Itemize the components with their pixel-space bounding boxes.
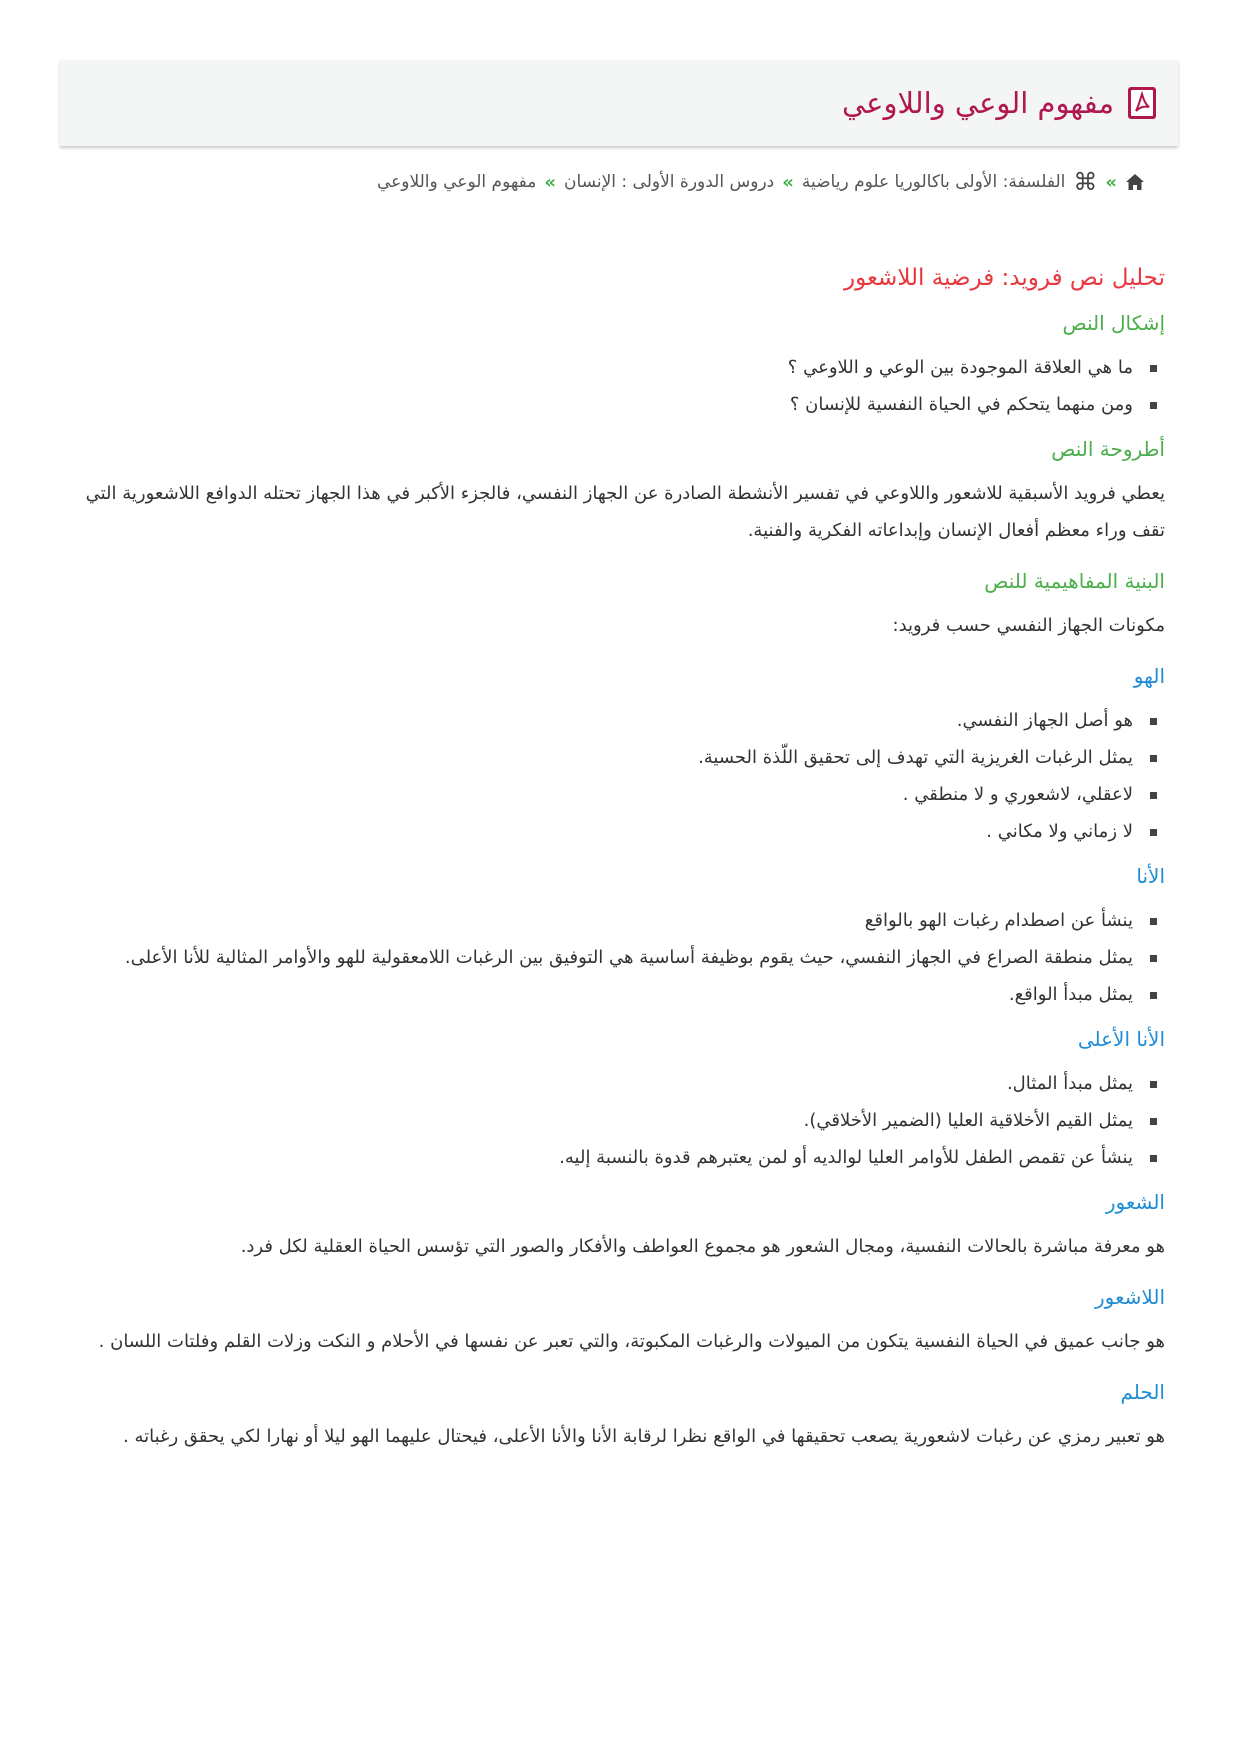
unconscious-heading: اللاشعور [1095,1285,1165,1309]
structure-intro: مكونات الجهاز النفسي حسب فرويد: [892,615,1165,636]
id-list [76,702,1165,850]
list-item: ما هي العلاقة الموجودة بين الوعي و اللاوعي ؟ [76,349,1165,386]
breadcrumb-item-subject[interactable]: الفلسفة: الأولى باكالوريا علوم رياضية [801,172,1066,192]
problem-list [76,349,1165,423]
list-item: يمثل الرغبات الغريزية التي تهدف إلى تحقيق اللّذة الحسية. [76,739,1165,776]
list-item: يمثل مبدأ الواقع. [76,976,1165,1013]
conscious-heading: الشعور [1105,1190,1165,1214]
list-item: لا زماني ولا مكاني . [76,813,1165,850]
list-item: يمثل القيم الأخلاقية العليا (الضمير الأخلاقي). [76,1102,1165,1139]
article-heading: تحليل نص فرويد: فرضية اللاشعور [843,265,1165,291]
conscious-text: هو معرفة مباشرة بالحالات النفسية، ومجال الشعور هو مجموع العواطف والأفكار والصور التي تؤسس الحياة العقلية لكل فرد. [240,1236,1165,1257]
list-item: لاعقلي، لاشعوري و لا منطقي . [76,776,1165,813]
unconscious-text: هو جانب عميق في الحياة النفسية يتكون من الميولات والرغبات المكبوتة، والتي تعبر عن نفسها في الأحلام و النكت وزلات القلم وفلتات اللسان . [98,1331,1165,1352]
superego-list [76,1065,1165,1176]
page-title: مفهوم الوعي واللاوعي [842,85,1114,120]
superego-heading: الأنا الأعلى [1077,1027,1165,1051]
breadcrumb-item-current: مفهوم الوعي واللاوعي [376,172,537,192]
breadcrumb-separator: » [544,171,557,193]
id-heading: الهو [1133,664,1165,688]
ego-list [76,902,1165,1013]
home-icon[interactable] [1125,173,1145,191]
list-item: هو أصل الجهاز النفسي. [76,702,1165,739]
list-item: ينشأ عن تقمص الطفل للأوامر العليا لوالديه أو لمن يعتبرهم قدوة بالنسبة إليه. [76,1139,1165,1176]
thesis-heading: أطروحة النص [1051,437,1165,461]
thesis-text: يعطي فرويد الأسبقية للاشعور واللاوعي في تفسير الأنشطة الصادرة عن الجهاز النفسي، فالجزء الأكبر في هذا الجهاز تحتله الدوافع اللاشعورية التي تقف وراء معظم أفعال الإنسان وإبداعاته الفكرية والفنية. [85,483,1165,541]
list-item: ومن منهما يتحكم في الحياة النفسية للإنسان ؟ [76,386,1165,423]
dream-heading: الحلم [1120,1380,1165,1404]
ego-heading: الأنا [1136,864,1165,888]
command-icon: ⌘ [1073,168,1098,196]
breadcrumb-item-lessons[interactable]: دروس الدورة الأولى : الإنسان [564,172,775,192]
list-item: ينشأ عن اصطدام رغبات الهو بالواقع [76,902,1165,939]
article-content [76,265,1165,1475]
problem-heading: إشكال النص [1062,311,1165,335]
list-item: يمثل منطقة الصراع في الجهاز النفسي، حيث يقوم بوظيفة أساسية هي التوفيق بين الرغبات اللامعقولية للهو والأوامر المثالية للأنا الأعلى. [76,939,1165,976]
title-bar [60,60,1178,146]
structure-heading: البنية المفاهيمية للنص [984,569,1165,593]
list-item: يمثل مبدأ المثال. [76,1065,1165,1102]
pdf-icon [1128,87,1156,119]
dream-text: هو تعبير رمزي عن رغبات لاشعورية يصعب تحقيقها في الواقع نظرا لرقابة الأنا والأنا الأعلى، فيحتال عليهما الهو ليلا أو نهارا لكي يحقق رغباته . [123,1426,1165,1447]
breadcrumb-separator: » [1105,171,1117,193]
breadcrumb-separator: » [782,171,794,193]
breadcrumb [377,170,1145,194]
